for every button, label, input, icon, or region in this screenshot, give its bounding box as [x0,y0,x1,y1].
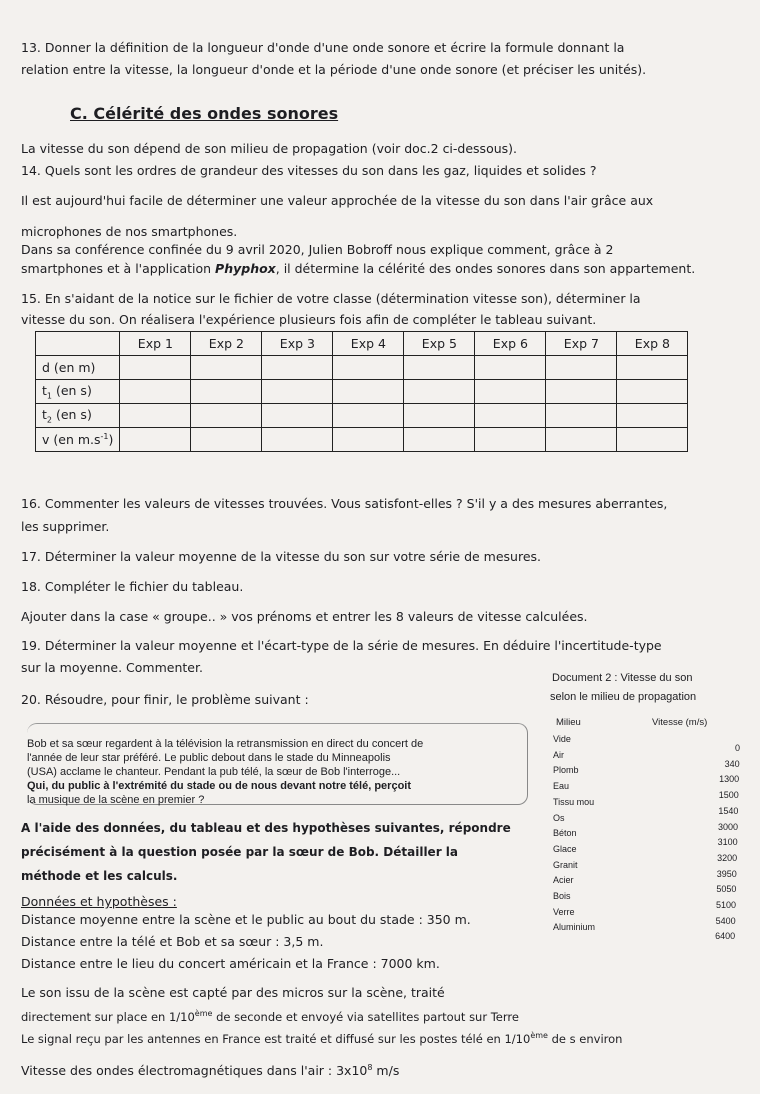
table-cell[interactable] [617,356,688,380]
question-20: 20. Résoudre, pour finir, le problème suivant : [21,692,309,707]
header-exp-1: Exp 1 [120,332,191,356]
table-row [36,380,688,404]
document2-vitesse: 1540 [718,805,739,816]
document2-title-line2: selon le milieu de propagation [550,691,697,703]
t1-unit: (en s) [52,382,92,398]
v-base: v (en m.s [42,432,101,448]
document2-vitesse: 1300 [719,774,740,785]
document2-vitesse: 3100 [717,837,738,848]
document2-milieu: Aluminium [553,922,596,933]
table-corner-cell [36,332,120,356]
question-19-line2: sur la moyenne. Commenter. [21,660,203,675]
v-end: ) [108,432,114,448]
table-cell[interactable] [120,356,191,380]
document2-milieu: Tissu mou [553,796,595,807]
question-14: 14. Quels sont les ordres de grandeur des vitesses du son dans les gaz, liquides et solides ? [21,163,597,178]
document2-milieu: Eau [553,781,570,792]
table-cell[interactable] [404,404,475,428]
document2-vitesse: 5050 [716,884,737,895]
question-16-line2: les supprimer. [21,519,110,534]
table-cell[interactable] [546,404,617,428]
table-row [36,428,688,452]
intro-text: La vitesse du son dépend de son milieu de propagation (voir doc.2 ci-dessous). [21,141,518,156]
closing-line4-start: Vitesse des ondes électromagnétiques dans l'air : 3x10 [21,1063,368,1079]
instruction-line2: précisément à la question posée par la sœur de Bob. Détailler la [21,845,459,859]
document2-title [552,672,696,704]
table-cell[interactable] [475,428,546,452]
question-13-line2: relation entre la vitesse, la longueur d'onde et la période d'une onde sonore (et préciser les unités). [21,62,647,77]
hypotheses-line1: Distance moyenne entre la scène et le public au bout du stade : 350 m. [21,912,471,927]
closing-line4 [21,1060,399,1079]
row-label-v [36,428,120,452]
document2-vitesse: 0 [734,743,740,753]
closing-line3-sup: ème [530,1031,548,1040]
document2-milieu: Acier [553,875,574,886]
para2-text: Ajouter dans la case « groupe.. » vos prénoms et entrer les 8 valeurs de vitesse calculées. [21,609,588,624]
document2-col-milieu: Milieu [556,717,581,728]
para1-line1: Il est aujourd'hui facile de déterminer une valeur approchée de la vitesse du son dans l'air grâce aux [21,193,654,208]
para1-line4-end: , il détermine la célérité des ondes sonores dans son appartement. [275,261,696,276]
para1-line4-start: smartphones et à l'application [21,261,216,276]
t2-subscript: 2 [46,415,52,425]
closing-line4-sup: 8 [367,1063,373,1072]
table-cell[interactable] [475,356,546,380]
t2-base: t [42,406,47,422]
question-17: 17. Déterminer la valeur moyenne de la vitesse du son sur votre série de mesures. [21,549,542,564]
closing-line1: Le son issu de la scène est capté par des micros sur la scène, traité [21,985,445,1000]
table-cell[interactable] [546,356,617,380]
t1-base: t [42,382,47,398]
table-cell[interactable] [191,356,262,380]
table-cell[interactable] [333,380,404,404]
question-18: 18. Compléter le fichier du tableau. [21,579,244,594]
document2-milieu: Vide [553,734,571,744]
row-label-t2 [36,404,120,428]
table-cell[interactable] [617,404,688,428]
document2-milieu: Bois [553,891,571,901]
table-cell[interactable] [120,404,191,428]
header-exp-7: Exp 7 [546,332,617,356]
header-exp-8: Exp 8 [617,332,688,356]
document2-vitesse: 6400 [715,931,736,942]
document2-milieu: Plomb [553,765,579,776]
table-cell[interactable] [404,428,475,452]
table-cell[interactable] [475,404,546,428]
document2-vitesse: 1500 [718,790,739,801]
document2-vitesse: 3200 [717,852,738,863]
table-cell[interactable] [617,380,688,404]
row-label-d: d (en m) [36,356,120,380]
table-cell[interactable] [191,380,262,404]
closing-line3-start: Le signal reçu par les antennes en France est traité et diffusé sur les postes télé en 1/10 [21,1031,531,1046]
header-exp-5: Exp 5 [404,332,475,356]
measurement-table [35,331,688,452]
table-cell[interactable] [546,380,617,404]
table-cell[interactable] [120,428,191,452]
closing-line2-sup: ème [194,1009,213,1018]
closing-line4-end: m/s [372,1063,400,1079]
question-19-line1: 19. Déterminer la valeur moyenne et l'écart-type de la série de mesures. En déduire l'incertitude-type [21,638,662,653]
document2-milieu: Glace [553,843,577,854]
closing-line2-start: directement sur place en 1/10 [21,1009,195,1024]
problem-line4: Qui, du public à l'extrémité du stade ou de nous devant notre télé, perçoit [27,780,412,792]
question-15-line2: vitesse du son. On réalisera l'expérience plusieurs fois afin de compléter le tableau suivant. [21,312,597,327]
instruction-line3: méthode et les calculs. [21,869,178,883]
table-cell[interactable] [191,404,262,428]
v-superscript: -1 [100,431,109,441]
para1-line3: Dans sa conférence confinée du 9 avril 2020, Julien Bobroff nous explique comment, grâce à 2 [21,242,614,257]
problem-line2: l'année de leur star préféré. Le public debout dans le stade du Minneapolis [27,752,391,764]
document2-vitesse: 3950 [716,868,737,879]
row-label-t1 [36,380,120,404]
closing-line3-end: de s environ [547,1031,623,1046]
document2-vitesse: 5400 [715,915,736,926]
table-row [36,404,688,428]
header-exp-4: Exp 4 [333,332,404,356]
table-cell[interactable] [617,428,688,452]
closing-line2-end: de seconde et envoyé via satellites partout sur Terre [212,1009,519,1024]
document2-vitesse: 340 [724,758,740,769]
problem-line3: (USA) acclame le chanteur. Pendant la pub télé, la sœur de Bob l'interroge... [27,766,401,778]
document2-vitesse: 5100 [715,900,736,910]
table-cell[interactable] [262,380,333,404]
para1-line2: microphones de nos smartphones. [21,224,238,239]
problem-line1: Bob et sa sœur regardent à la télévision la retransmission en direct du concert de [27,738,424,750]
hypotheses-line2: Distance entre la télé et Bob et sa sœur : 3,5 m. [21,934,324,949]
header-exp-6: Exp 6 [475,332,546,356]
closing-line2 [21,1006,519,1025]
phyphox-app-name: Phyphox [215,261,276,276]
question-16-line1: 16. Commenter les valeurs de vitesses trouvées. Vous satisfont-elles ? S'il y a des mesures aberrantes, [21,496,668,511]
question-13-line1: 13. Donner la définition de la longueur d'onde d'une onde sonore et écrire la formule donnant la [21,40,625,55]
document2-vitesse: 3000 [717,821,738,832]
hypotheses-line3: Distance entre le lieu du concert américain et la France : 7000 km. [21,956,440,971]
header-exp-3: Exp 3 [262,332,333,356]
table-cell[interactable] [262,404,333,428]
table-cell[interactable] [404,356,475,380]
closing-line3 [21,1028,622,1047]
table-cell[interactable] [191,428,262,452]
document2-milieu: Verre [553,906,575,917]
document2-milieu: Béton [553,828,577,839]
document2-milieu: Air [553,749,564,760]
t2-unit: (en s) [52,406,92,422]
section-c-title: C. Célérité des ondes sonores [70,104,339,123]
header-exp-2: Exp 2 [191,332,262,356]
document2-milieu: Granit [553,859,578,870]
table-cell[interactable] [333,404,404,428]
document2-title-line1: Document 2 : Vitesse du son [552,672,693,684]
document2-milieu: Os [553,812,565,823]
table-cell[interactable] [475,380,546,404]
table-header-row [36,332,688,356]
table-row [36,356,688,380]
t1-subscript: 1 [46,391,52,401]
question-15-line1: 15. En s'aidant de la notice sur le fichier de votre classe (détermination vitesse son), déterminer la [21,291,641,306]
table-cell[interactable] [333,428,404,452]
table-cell[interactable] [120,380,191,404]
instruction-line1: A l'aide des données, du tableau et des hypothèses suivantes, répondre [21,821,511,835]
table-cell[interactable] [404,380,475,404]
table-cell[interactable] [262,428,333,452]
table-cell[interactable] [262,356,333,380]
table-cell[interactable] [546,428,617,452]
document2-col-vitesse: Vitesse (m/s) [652,717,708,728]
problem-line5: la musique de la scène en premier ? [27,794,205,806]
para1-line4 [21,261,695,277]
hypotheses-title: Données et hypothèses : [21,894,177,909]
table-cell[interactable] [333,356,404,380]
